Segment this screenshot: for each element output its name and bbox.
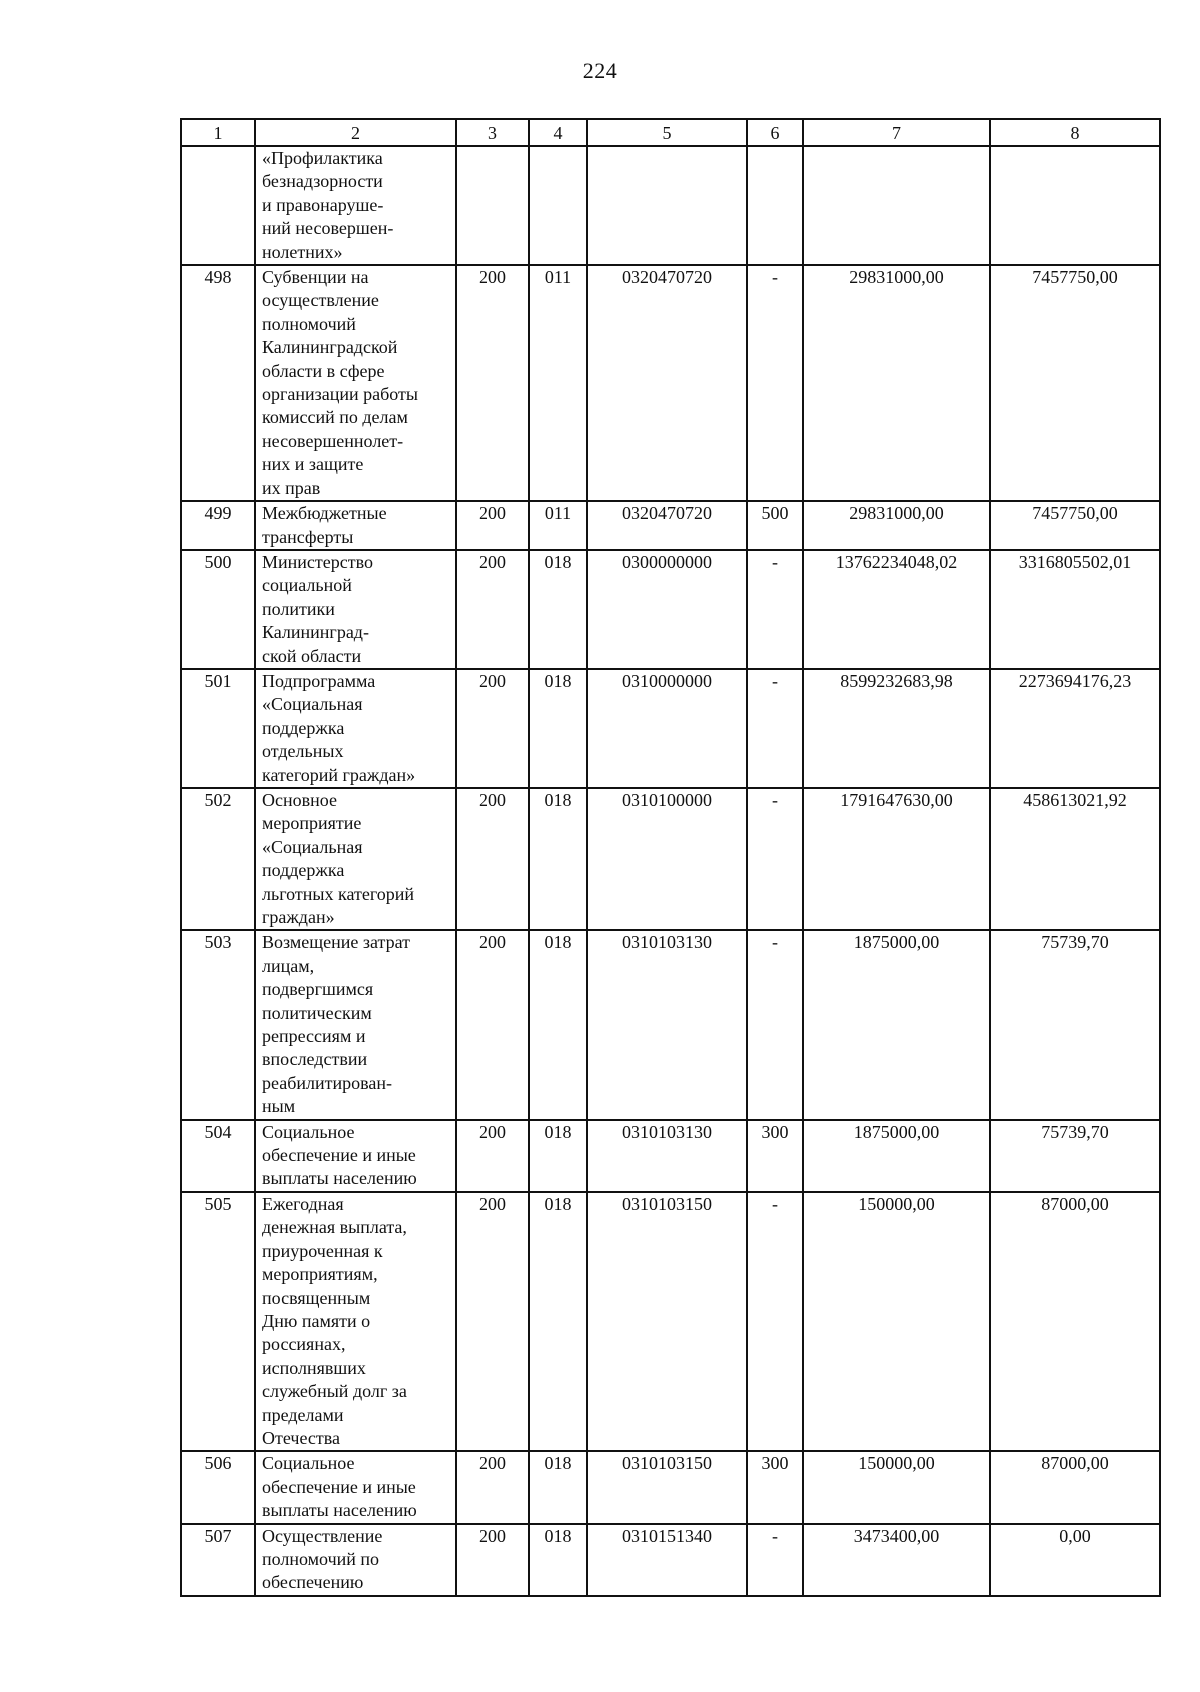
expense-type-cell [747, 1120, 803, 1192]
expense-type-cell-text: - [772, 789, 778, 810]
row-number-cell [181, 1120, 255, 1192]
table-row [181, 501, 1160, 550]
target-article-cell-text: 0310151340 [622, 1525, 712, 1546]
section-code-cell [529, 1120, 587, 1192]
planned-amount-cell-text: 1875000,00 [853, 1121, 940, 1142]
item-name-cell-text: Министерство социальной политики Калининград- ской области [262, 551, 373, 666]
expense-type-cell-text: 300 [761, 1453, 789, 1474]
executed-amount-cell [990, 788, 1160, 930]
table-row [181, 1192, 1160, 1451]
row-number-cell [181, 501, 255, 550]
target-article-cell-text: 0310100000 [622, 789, 712, 810]
planned-amount-cell [803, 788, 990, 930]
section-code-cell [529, 265, 587, 501]
planned-amount-cell-text: 29831000,00 [849, 503, 944, 524]
executed-amount-cell-text: 2273694176,23 [1018, 670, 1132, 691]
table-body [181, 146, 1160, 1596]
item-name-cell [255, 1120, 456, 1192]
executed-amount-cell [990, 669, 1160, 788]
section-code-cell-text: 018 [544, 1453, 572, 1474]
expense-type-cell-text: - [772, 1193, 778, 1214]
target-article-cell-text: 0310103150 [622, 1453, 712, 1474]
section-code-cell-text: 018 [544, 1121, 572, 1142]
department-code-cell-text: 200 [479, 789, 506, 810]
expense-type-cell-text: - [772, 551, 778, 572]
row-number-cell-text: 507 [204, 1525, 232, 1546]
table-row [181, 1451, 1160, 1523]
executed-amount-cell [990, 1524, 1160, 1596]
department-code-cell-text: 200 [479, 551, 506, 572]
row-number-cell [181, 1524, 255, 1596]
column-header: 1 [181, 119, 255, 146]
row-number-cell [181, 1192, 255, 1451]
table-row [181, 550, 1160, 669]
department-code-cell-text: 200 [479, 1193, 506, 1214]
executed-amount-cell [990, 550, 1160, 669]
row-number-cell-text: 503 [204, 932, 232, 953]
department-code-cell-text: 200 [479, 1121, 506, 1142]
planned-amount-cell [803, 930, 990, 1119]
expense-type-cell-text: - [772, 670, 778, 691]
row-number-cell [181, 930, 255, 1119]
column-header: 5 [587, 119, 747, 146]
item-name-cell-text: Ежегодная денежная выплата, приуроченная к мероприятиям, посвященным Дню памяти о россиянах, исполнявших служебный долг за пределами Отечества [262, 1193, 407, 1448]
item-name-cell-text: Осуществление полномочий по обеспечению [262, 1525, 383, 1593]
item-name-cell-text: Межбюджетные трансферты [262, 503, 387, 547]
department-code-cell [456, 788, 529, 930]
target-article-cell [587, 146, 747, 265]
row-number-cell [181, 265, 255, 501]
planned-amount-cell [803, 146, 990, 265]
row-number-cell-text: 505 [204, 1193, 232, 1214]
table-header-row [181, 119, 1160, 146]
row-number-cell-text: 502 [204, 789, 232, 810]
section-code-cell-text: 018 [544, 551, 572, 572]
department-code-cell [456, 1192, 529, 1451]
planned-amount-cell [803, 550, 990, 669]
executed-amount-cell [990, 265, 1160, 501]
item-name-cell [255, 930, 456, 1119]
department-code-cell [456, 669, 529, 788]
table-row [181, 146, 1160, 265]
row-number-cell-text: 500 [204, 551, 232, 572]
planned-amount-cell-text: 150000,00 [858, 1193, 935, 1214]
section-code-cell [529, 1451, 587, 1523]
expense-type-cell [747, 930, 803, 1119]
expense-type-cell [747, 265, 803, 501]
expense-type-cell-text: 500 [761, 503, 789, 524]
target-article-cell-text: 0310000000 [622, 670, 712, 691]
item-name-cell [255, 788, 456, 930]
planned-amount-cell [803, 1120, 990, 1192]
table-row [181, 1120, 1160, 1192]
executed-amount-cell [990, 1120, 1160, 1192]
section-code-cell-text: 011 [544, 267, 572, 288]
planned-amount-cell-text: 13762234048,02 [835, 551, 958, 572]
target-article-cell [587, 550, 747, 669]
column-header: 2 [255, 119, 456, 146]
planned-amount-cell [803, 669, 990, 788]
planned-amount-cell [803, 1451, 990, 1523]
target-article-cell [587, 1524, 747, 1596]
section-code-cell [529, 1192, 587, 1451]
section-code-cell-text: 011 [544, 503, 572, 524]
target-article-cell-text: 0320470720 [622, 267, 712, 288]
item-name-cell [255, 1192, 456, 1451]
department-code-cell-text: 200 [479, 670, 506, 691]
item-name-cell [255, 146, 456, 265]
item-name-cell-text: Субвенции на осуществление полномочий Калининградской области в сфере организации работы комиссий по делам несовершеннолет- них и защите их прав [262, 267, 419, 498]
section-code-cell [529, 930, 587, 1119]
target-article-cell-text: 0320470720 [622, 503, 712, 524]
department-code-cell-text: 200 [479, 932, 506, 953]
planned-amount-cell [803, 265, 990, 501]
column-header: 3 [456, 119, 529, 146]
department-code-cell [456, 550, 529, 669]
planned-amount-cell-text: 1875000,00 [853, 932, 940, 953]
expense-type-cell [747, 146, 803, 265]
department-code-cell [456, 1451, 529, 1523]
executed-amount-cell [990, 930, 1160, 1119]
department-code-cell [456, 265, 529, 501]
item-name-cell-text: Социальное обеспечение и иные выплаты населению [262, 1121, 417, 1189]
executed-amount-cell-text: 87000,00 [1041, 1193, 1109, 1214]
section-code-cell [529, 788, 587, 930]
department-code-cell-text: 200 [479, 1453, 506, 1474]
item-name-cell-text: Социальное обеспечение и иные выплаты населению [262, 1453, 417, 1521]
target-article-cell-text: 0300000000 [622, 551, 712, 572]
section-code-cell-text: 018 [544, 1525, 572, 1546]
executed-amount-cell-text: 0,00 [1059, 1525, 1091, 1546]
item-name-cell [255, 550, 456, 669]
table-row [181, 1524, 1160, 1596]
department-code-cell-text: 200 [479, 267, 506, 288]
target-article-cell [587, 788, 747, 930]
item-name-cell-text: Основное мероприятие «Социальная поддержка льготных категорий граждан» [262, 789, 415, 927]
section-code-cell-text: 018 [544, 932, 572, 953]
expense-type-cell [747, 1524, 803, 1596]
row-number-cell-text: 501 [204, 670, 232, 691]
row-number-cell [181, 788, 255, 930]
department-code-cell [456, 930, 529, 1119]
planned-amount-cell-text: 8599232683,98 [840, 670, 953, 691]
executed-amount-cell-text: 75739,70 [1041, 1121, 1109, 1142]
target-article-cell [587, 1192, 747, 1451]
executed-amount-cell-text: 7457750,00 [1032, 267, 1118, 288]
section-code-cell-text: 018 [544, 789, 572, 810]
table-row [181, 788, 1160, 930]
section-code-cell-text: 018 [544, 670, 572, 691]
section-code-cell [529, 501, 587, 550]
expense-type-cell [747, 788, 803, 930]
item-name-cell-text: Возмещение затрат лицам, подвергшимся политическим репрессиям и впоследствии реабилитирован- ным [262, 932, 410, 1117]
column-header: 4 [529, 119, 587, 146]
row-number-cell [181, 146, 255, 265]
expense-type-cell [747, 501, 803, 550]
table-row [181, 930, 1160, 1119]
target-article-cell [587, 1120, 747, 1192]
column-header: 6 [747, 119, 803, 146]
target-article-cell [587, 669, 747, 788]
section-code-cell [529, 1524, 587, 1596]
planned-amount-cell-text: 150000,00 [858, 1453, 935, 1474]
row-number-cell [181, 550, 255, 669]
executed-amount-cell-text: 458613021,92 [1023, 789, 1127, 810]
row-number-cell [181, 1451, 255, 1523]
row-number-cell-text: 506 [204, 1453, 232, 1474]
executed-amount-cell-text: 87000,00 [1041, 1453, 1109, 1474]
target-article-cell [587, 930, 747, 1119]
item-name-cell [255, 265, 456, 501]
executed-amount-cell-text: 75739,70 [1041, 932, 1109, 953]
item-name-cell-text: Подпрограмма «Социальная поддержка отдельных категорий граждан» [262, 670, 416, 785]
planned-amount-cell [803, 501, 990, 550]
expense-type-cell [747, 1192, 803, 1451]
section-code-cell [529, 669, 587, 788]
row-number-cell-text: 498 [204, 267, 232, 288]
executed-amount-cell [990, 501, 1160, 550]
target-article-cell [587, 501, 747, 550]
planned-amount-cell-text: 3473400,00 [853, 1525, 940, 1546]
expense-type-cell [747, 669, 803, 788]
department-code-cell [456, 146, 529, 265]
expense-type-cell-text: - [772, 267, 778, 288]
executed-amount-cell [990, 1451, 1160, 1523]
item-name-cell [255, 501, 456, 550]
item-name-cell-text: «Профилактика безнадзорности и правонаруше- ний несовершен- нолетних» [262, 148, 394, 262]
executed-amount-cell [990, 1192, 1160, 1451]
department-code-cell-text: 200 [479, 1525, 506, 1546]
target-article-cell [587, 1451, 747, 1523]
item-name-cell [255, 1451, 456, 1523]
item-name-cell [255, 1524, 456, 1596]
executed-amount-cell [990, 146, 1160, 265]
expense-type-cell-text: - [772, 1525, 778, 1546]
row-number-cell-text: 504 [204, 1121, 232, 1142]
table-row [181, 265, 1160, 501]
table-row [181, 669, 1160, 788]
budget-table [180, 118, 1161, 1597]
column-header: 7 [803, 119, 990, 146]
section-code-cell [529, 146, 587, 265]
target-article-cell-text: 0310103130 [622, 932, 712, 953]
expense-type-cell [747, 1451, 803, 1523]
planned-amount-cell [803, 1192, 990, 1451]
row-number-cell-text: 499 [204, 503, 232, 524]
expense-type-cell [747, 550, 803, 669]
target-article-cell-text: 0310103150 [622, 1193, 712, 1214]
section-code-cell-text: 018 [544, 1193, 572, 1214]
department-code-cell-text: 200 [479, 503, 506, 524]
department-code-cell [456, 1120, 529, 1192]
expense-type-cell-text: - [772, 932, 778, 953]
department-code-cell [456, 501, 529, 550]
planned-amount-cell-text: 29831000,00 [849, 267, 944, 288]
target-article-cell [587, 265, 747, 501]
item-name-cell [255, 669, 456, 788]
planned-amount-cell-text: 1791647630,00 [840, 789, 953, 810]
column-header: 8 [990, 119, 1160, 146]
planned-amount-cell [803, 1524, 990, 1596]
expense-type-cell-text: 300 [761, 1121, 789, 1142]
page-number: 224 [582, 58, 618, 83]
department-code-cell [456, 1524, 529, 1596]
row-number-cell [181, 669, 255, 788]
section-code-cell [529, 550, 587, 669]
target-article-cell-text: 0310103130 [622, 1121, 712, 1142]
executed-amount-cell-text: 3316805502,01 [1018, 551, 1132, 572]
executed-amount-cell-text: 7457750,00 [1032, 503, 1118, 524]
